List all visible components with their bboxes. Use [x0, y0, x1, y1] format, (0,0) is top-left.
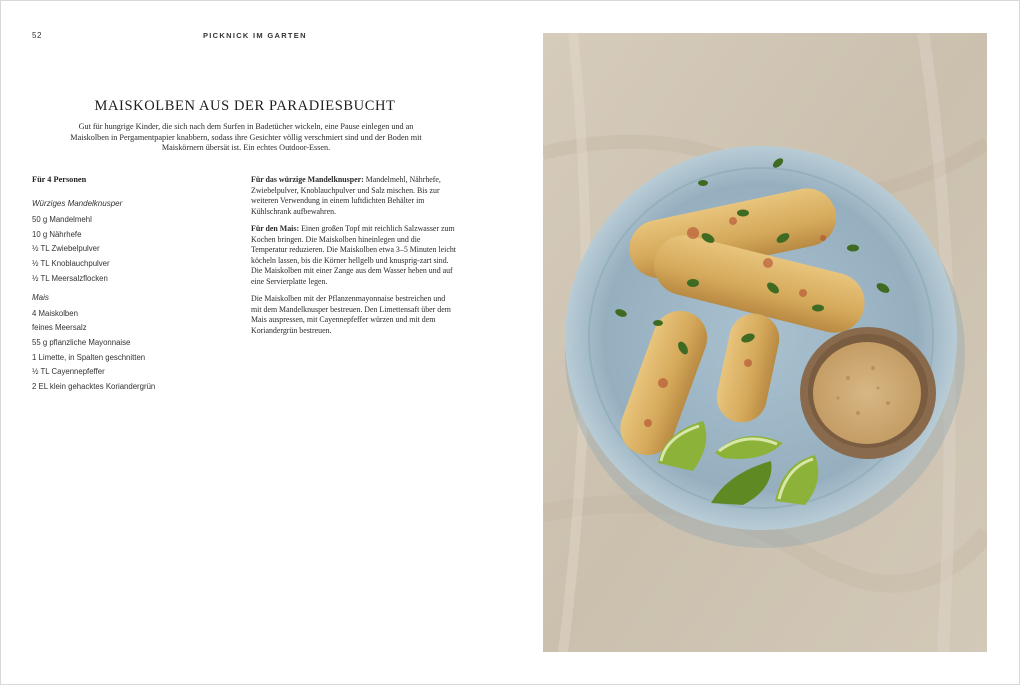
running-head: PICKNICK IM GARTEN — [203, 31, 307, 40]
recipe-title: MAISKOLBEN AUS DER PARADIESBUCHT — [94, 98, 396, 114]
ingredient-group-heading: Würziges Mandelknusper — [32, 199, 123, 208]
ingredients-column — [32, 175, 232, 401]
food-photo — [543, 33, 987, 652]
servings: Für 4 Personen — [32, 175, 87, 184]
ingredient-item: ½ TL Meersalzflocken — [32, 273, 108, 283]
ingredient-item: ½ TL Cayennepfeffer — [32, 367, 105, 377]
ingredient-item: 55 g pflanzliche Mayonnaise — [32, 337, 131, 347]
step-text: Einen großen Topf mit reichlich Salzwasser zum Kochen bringen. Die Maiskolben hineinlegen und die Temperatur reduzieren. Die Maiskolben etwa 3–5 Minuten leicht köcheln lassen, bis die Körner hellgelb und knusprig-zart sind. Die Maiskolben mit einer Zange aus dem Wasser heben und auf eine Servierplatte legen. — [251, 224, 456, 286]
food-photo-illustration — [543, 33, 987, 652]
method-step — [251, 224, 457, 287]
step-text: Die Maiskolben mit der Pflanzenmayonnaise bestreichen und mit dem Mandelknusper bestreuen. Den Limettensaft über dem Mais auspressen, mit Cayennepfeffer würzen und mit dem Koriandergrün bestreuen. — [251, 294, 451, 335]
step-text: Mandelmehl, Nährhefe, Zwiebelpulver, Knoblauchpulver und Salz mischen. Bis zur weiteren Verwendung in einem luftdichten Behälter im Kühlschrank aufbewahren. — [251, 175, 441, 216]
ingredient-list — [32, 307, 232, 395]
ingredient-item: feines Meersalz — [32, 323, 87, 333]
crumb-bowl — [800, 327, 936, 459]
ingredient-item: ½ TL Knoblauchpulver — [32, 259, 110, 269]
ingredient-item: 10 g Nährhefe — [32, 229, 82, 239]
ingredient-item: 2 EL klein gehacktes Koriandergrün — [32, 382, 156, 392]
method-column — [251, 175, 457, 343]
ingredient-item: ½ TL Zwiebelpulver — [32, 244, 100, 254]
ingredient-item: 1 Limette, in Spalten geschnitten — [32, 352, 146, 362]
step-lead: Für den Mais: — [251, 224, 300, 233]
ingredient-item: 50 g Mandelmehl — [32, 215, 92, 224]
step-lead: Für das würzige Mandelknusper: — [251, 175, 364, 184]
ingredient-item: 4 Maiskolben — [32, 308, 78, 318]
method-step — [251, 175, 457, 217]
almond-crumb — [813, 342, 921, 444]
method-step — [251, 294, 457, 336]
ingredient-group-heading: Mais — [32, 292, 49, 302]
ingredient-list — [32, 213, 232, 287]
page-number: 52 — [32, 31, 42, 40]
recipe-intro: Gut für hungrige Kinder, die sich nach dem Surfen in Badetücher wickeln, eine Pause einlegen und an Maiskolben in Pergamentpapier knabbern, sodass ihre Gesichter völlig verschmiert sind und der Boden mit Maiskörnern übersät ist. Ein echtes Outdoor-Essen. — [70, 122, 422, 152]
